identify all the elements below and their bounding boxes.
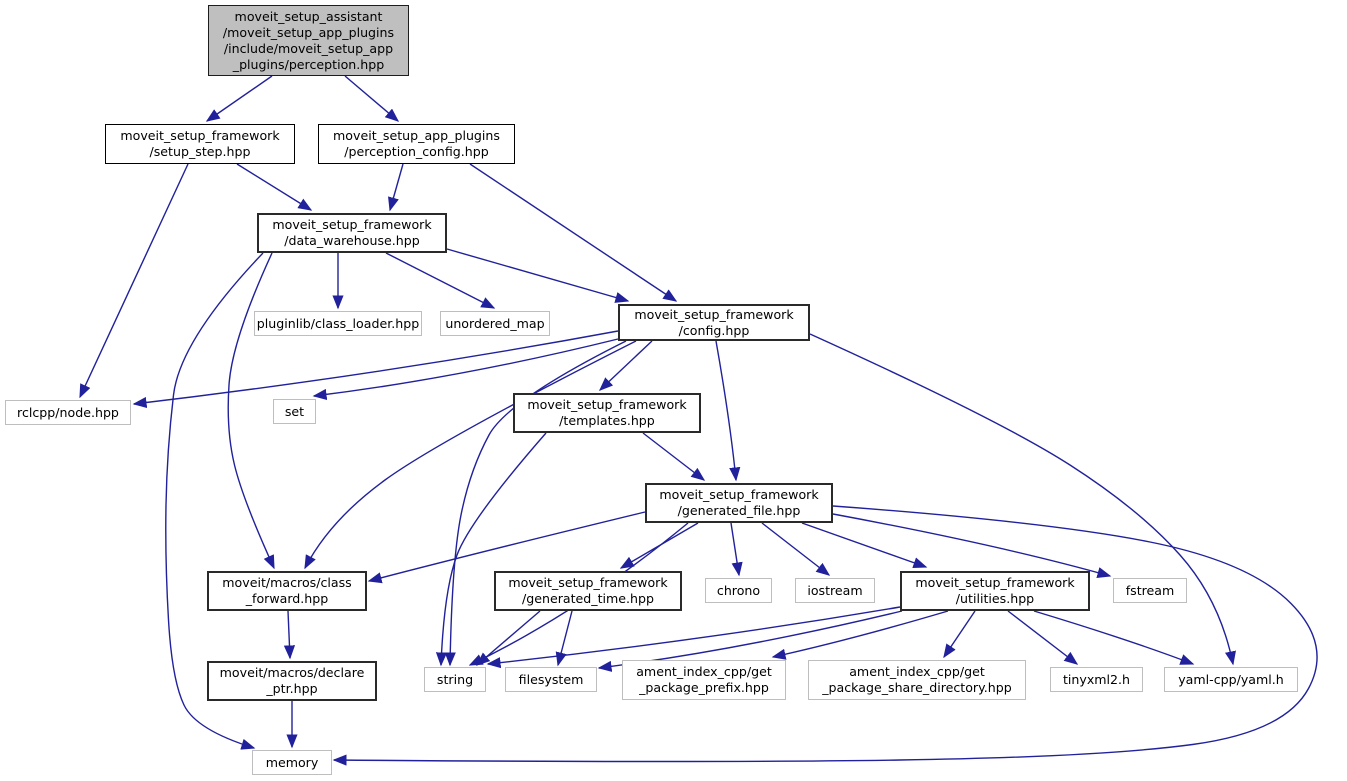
edge-utilities-to-yaml (1034, 611, 1193, 664)
edge-data_warehouse-to-unordered_map (386, 253, 494, 308)
graph-node-generated_file[interactable] (645, 483, 833, 523)
graph-node-label-line: /templates.hpp (559, 413, 655, 428)
graph-node-label-line: _plugins/perception.hpp (232, 56, 385, 72)
edge-config-to-set (314, 339, 618, 396)
graph-node-get_package_share_directory (808, 660, 1026, 700)
graph-node-label-line: unordered_map (445, 315, 545, 331)
graph-node-perception_config[interactable] (318, 124, 515, 164)
edge-config-to-generated_file (716, 341, 736, 480)
edge-config-to-yaml (810, 334, 1233, 664)
edge-utilities-to-get_package_share_directory (944, 611, 975, 657)
graph-node-label-line: moveit_setup_framework (634, 306, 794, 322)
graph-node-label-line: pluginlib/class_loader.hpp (256, 315, 420, 331)
graph-node-label-line: moveit_setup_framework (272, 217, 432, 232)
edge-generated_file-to-fstream (833, 514, 1110, 576)
edge-utilities-to-string (488, 607, 900, 664)
edge-class_forward-to-declare_ptr (288, 611, 290, 658)
graph-node-label-line: memory (265, 754, 319, 770)
graph-node-string (424, 667, 486, 692)
graph-node-filesystem (505, 667, 597, 692)
graph-node-declare_ptr[interactable] (207, 661, 377, 701)
graph-node-label-line: moveit_setup_framework (915, 575, 1075, 590)
graph-node-label-line: /moveit_setup_app_plugins (222, 24, 395, 40)
graph-node-class_loader (254, 311, 422, 336)
graph-node-label-line: /data_warehouse.hpp (284, 233, 420, 248)
graph-node-label-line: set (284, 403, 305, 419)
graph-node-label-line: fstream (1125, 582, 1175, 598)
edge-data_warehouse-to-class_forward (228, 253, 274, 568)
edge-perception_config-to-data_warehouse (390, 164, 403, 210)
graph-node-label-line: moveit_setup_framework (659, 487, 819, 502)
edge-generated_file-to-chrono (731, 523, 739, 575)
graph-node-class_forward[interactable] (207, 571, 367, 611)
graph-node-label-line: /generated_file.hpp (677, 503, 801, 518)
edge-utilities-to-tinyxml2 (1008, 611, 1077, 664)
graph-node-label-line: rclcpp/node.hpp (17, 404, 119, 420)
graph-node-label-line: ament_index_cpp/get (849, 664, 985, 679)
edge-generated_file-to-iostream (762, 523, 829, 575)
edge-generated_time-to-string (477, 611, 540, 665)
graph-node-memory (252, 750, 332, 775)
graph-node-unordered_map (440, 311, 550, 336)
edge-generated_file-to-utilities (802, 523, 926, 567)
graph-node-tinyxml2 (1050, 667, 1143, 692)
edge-perception_config-to-config (470, 164, 676, 301)
edge-setup_step-to-data_warehouse (237, 164, 311, 210)
graph-node-label-line: /perception_config.hpp (344, 144, 489, 159)
graph-node-fstream (1113, 578, 1187, 603)
graph-node-label-line: moveit_setup_assistant (234, 8, 383, 24)
edge-config-to-string (450, 341, 626, 665)
graph-node-label-line: /generated_time.hpp (521, 591, 654, 606)
graph-node-rclcpp_node (5, 400, 131, 425)
graph-node-perception_root (208, 5, 409, 76)
graph-node-label-line: _ptr.hpp (266, 681, 318, 696)
graph-node-get_package_prefix (622, 660, 786, 700)
graph-node-label-line: tinyxml2.h (1062, 671, 1131, 687)
edge-setup_step-to-rclcpp_node (80, 164, 188, 397)
edge-generated_time-to-filesystem (558, 611, 572, 665)
graph-node-iostream (795, 578, 875, 603)
graph-node-label-line: moveit_setup_framework (120, 128, 280, 143)
graph-node-generated_time[interactable] (494, 571, 682, 611)
graph-node-label-line: filesystem (518, 671, 584, 687)
graph-node-label-line: _package_prefix.hpp (639, 680, 769, 695)
graph-node-label-line: iostream (807, 582, 863, 598)
graph-node-label-line: chrono (716, 582, 761, 598)
graph-node-label-line: yaml-cpp/yaml.h (1178, 671, 1284, 687)
graph-node-label-line: /include/moveit_setup_app (223, 40, 394, 56)
graph-node-label-line: _package_share_directory.hpp (822, 680, 1012, 695)
graph-node-label-line: /utilities.hpp (955, 591, 1035, 606)
graph-node-label-line: string (436, 671, 474, 687)
graph-node-label-line: ament_index_cpp/get (636, 664, 772, 679)
edge-data_warehouse-to-config (447, 249, 628, 301)
graph-node-label-line: /setup_step.hpp (149, 144, 251, 159)
edge-perception_root-to-setup_step (207, 76, 272, 121)
graph-node-set (273, 399, 316, 424)
graph-node-label-line: moveit_setup_app_plugins (333, 128, 500, 143)
graph-node-label-line: moveit/macros/declare (219, 665, 365, 680)
graph-node-data_warehouse[interactable] (257, 213, 447, 253)
graph-node-label-line: moveit_setup_framework (527, 397, 687, 412)
graph-node-utilities[interactable] (900, 571, 1090, 611)
graph-node-chrono (705, 578, 772, 603)
edge-config-to-templates (600, 341, 652, 390)
graph-node-config[interactable] (618, 304, 810, 341)
graph-node-label-line: moveit/macros/class (222, 575, 352, 590)
graph-node-yaml (1164, 667, 1298, 692)
edge-perception_root-to-perception_config (345, 76, 398, 121)
graph-node-label-line: /config.hpp (678, 322, 750, 338)
graph-node-label-line: _forward.hpp (245, 591, 329, 606)
graph-node-templates[interactable] (513, 393, 701, 433)
graph-node-setup_step[interactable] (105, 124, 295, 164)
edge-templates-to-generated_file (643, 433, 704, 480)
graph-node-label-line: moveit_setup_framework (508, 575, 668, 590)
